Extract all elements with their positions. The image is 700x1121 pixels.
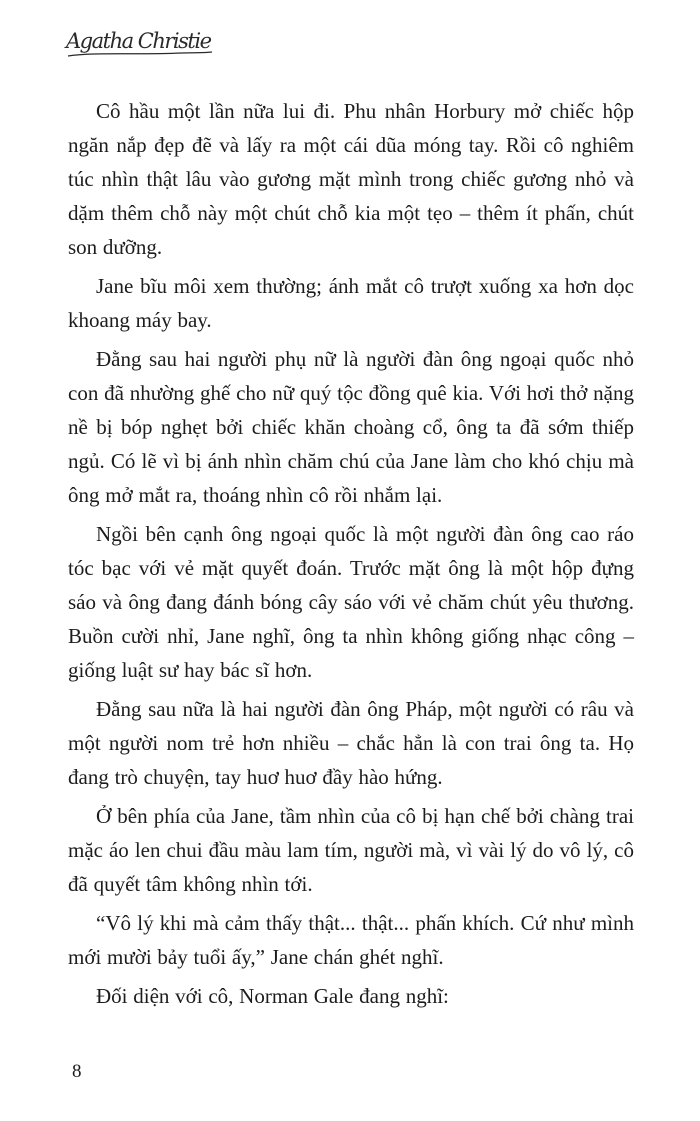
paragraph: Đằng sau hai người phụ nữ là người đàn ông ngoại quốc nhỏ con đã nhường ghế cho nữ quý tộc đồng quê kia. Với hơi thở nặng nề bị bóp nghẹt bởi chiếc khăn choàng cổ, ông ta đã sớm thiếp ngủ. Có lẽ vì bị ánh nhìn chăm chú của Jane làm cho khó chịu mà ông mở mắt ra, thoáng nhìn cô rồi nhắm lại. [68, 347, 634, 507]
author-signature [64, 22, 244, 68]
paragraph: Đằng sau nữa là hai người đàn ông Pháp, một người có râu và một người nom trẻ hơn nhiều – chắc hẳn là con trai ông ta. Họ đang trò chuyện, tay huơ huơ đầy hào hứng. [68, 697, 634, 789]
author-signature-text: Agatha Christie [66, 29, 211, 53]
paragraph: Đối diện với cô, Norman Gale đang nghĩ: [96, 984, 449, 1008]
page-text-block [68, 94, 634, 1018]
page-number: 8 [72, 1061, 82, 1082]
paragraph: Cô hầu một lần nữa lui đi. Phu nhân Horbury mở chiếc hộp ngăn nắp đẹp đẽ và lấy ra một cái dũa móng tay. Rồi cô nghiêm túc nhìn thật lâu vào gương mặt mình trong chiếc gương nhỏ và dặm thêm chỗ này một chút chỗ kia một tẹo – thêm ít phấn, chút son dưỡng. [68, 99, 634, 259]
paragraph: Ngồi bên cạnh ông ngoại quốc là một người đàn ông cao ráo tóc bạc với vẻ mặt quyết đoán. Trước mặt ông là một hộp đựng sáo và ông đang đánh bóng cây sáo với vẻ chăm chút yêu thương. Buồn cười nhỉ, Jane nghĩ, ông ta nhìn không giống nhạc công – giống luật sư hay bác sĩ hơn. [68, 522, 634, 682]
author-signature-graphic [64, 22, 244, 68]
paragraph: Ở bên phía của Jane, tầm nhìn của cô bị hạn chế bởi chàng trai mặc áo len chui đầu màu lam tím, người mà, vì vài lý do vô lý, cô đã quyết tâm không nhìn tới. [68, 804, 634, 896]
paragraph: Jane bĩu môi xem thường; ánh mắt cô trượt xuống xa hơn dọc khoang máy bay. [68, 274, 634, 332]
paragraph: “Vô lý khi mà cảm thấy thật... thật... phấn khích. Cứ như mình mới mười bảy tuổi ấy,” Jane chán ghét nghĩ. [68, 911, 634, 969]
